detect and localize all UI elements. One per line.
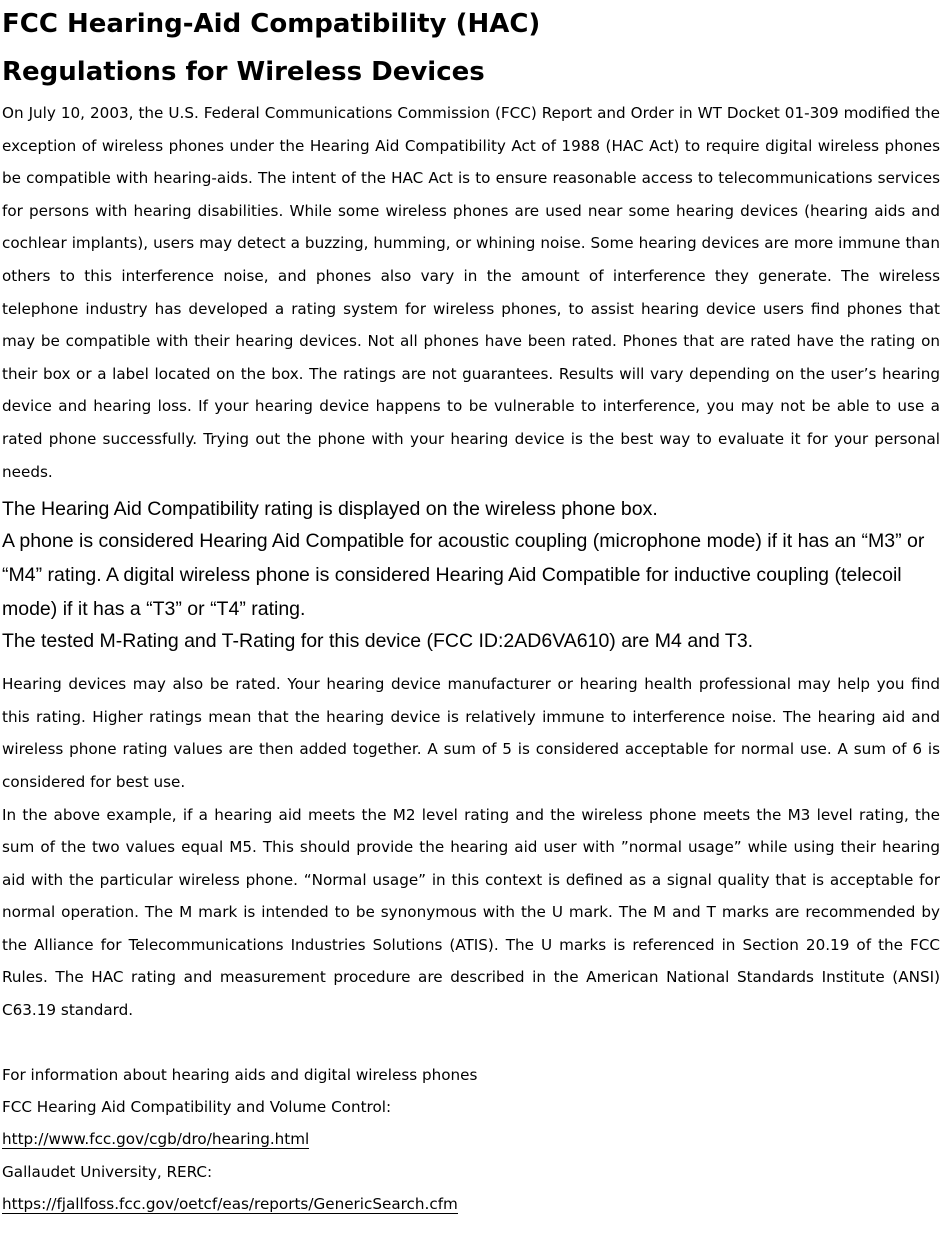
title-line-1: FCC Hearing-Aid Compatibility (HAC) (2, 9, 541, 39)
document-page (2, 0, 940, 1221)
example-paragraph: In the above example, if a hearing aid meets the M2 level rating and the wireless phone meets the M3 level rating, the sum of the two values equal M5. This should provide the hearing aid user with ”normal usage” while using their hearing aid with the particular wireless phone. “Normal usage” in this context is defined as a signal quality that is acceptable for normal operation. The M mark is intended to be synonymous with the U mark. The M and T marks are recommended by the Alliance for Telecommunications Industries Solutions (ATIS). The U marks is referenced in Section 20.19 of the FCC Rules. The HAC rating and measurement procedure are described in the American National Standards Institute (ANSI) C63.19 standard. (2, 805, 940, 1020)
page-title (2, 0, 940, 96)
coupling-rating-note: A phone is considered Hearing Aid Compatible for acoustic coupling (microphone mode) if it has an “M3” or “M4” rating. A digital wireless phone is considered Hearing Aid Compatible for inductive coupling (telecoil mode) if it has a “T3” or “T4” rating. (2, 530, 925, 621)
spacer (2, 1027, 940, 1059)
info-heading: For information about hearing aids and digital wireless phones (2, 1065, 478, 1084)
title-line-2: Regulations for Wireless Devices (2, 57, 485, 87)
fcc-hearing-link[interactable]: http://www.fcc.gov/cgb/dro/hearing.html (2, 1130, 310, 1149)
fcc-label: FCC Hearing Aid Compatibility and Volume Control: (2, 1098, 392, 1117)
intro-paragraph: On July 10, 2003, the U.S. Federal Communications Commission (FCC) Report and Order in WT Docket 01-309 modified the exception of wireless phones under the Hearing Aid Compatibility Act of 1988 (HAC Act) to require digital wireless phones be compatible with hearing-aids. The intent of the HAC Act is to ensure reasonable access to telecommunications services for persons with hearing disabilities. While some wireless phones are used near some hearing devices (hearing aids and cochlear implants), users may detect a buzzing, humming, or whining noise. Some hearing devices are more immune than others to this interference noise, and phones also vary in the amount of interference they generate. The wireless telephone industry has developed a rating system for wireless phones, to assist hearing device users find phones that may be compatible with their hearing devices. Not all phones have been rated. Phones that are rated have the rating on their box or a label located on the box. The ratings are not guarantees. Results will vary depending on the user’s hearing device and hearing loss. If your hearing device happens to be vulnerable to interference, you may not be able to use a rated phone successfully. Trying out the phone with your hearing device is the best way to evaluate it for your personal needs. (2, 104, 940, 481)
fcc-link-line (2, 1123, 940, 1155)
gallaudet-link-line (2, 1188, 940, 1220)
hearing-device-paragraph: Hearing devices may also be rated. Your hearing device manufacturer or hearing health professional may help you find this rating. Higher ratings mean that the hearing device is relatively immune to interference noise. The hearing aid and wireless phone rating values are then added together. A sum of 5 is considered acceptable for normal use. A sum of 6 is considered for best use. (2, 675, 940, 791)
tested-rating-note: The tested M-Rating and T-Rating for this device (FCC ID:2AD6VA610) are M4 and T3. (2, 630, 754, 653)
generic-search-link[interactable]: https://fjallfoss.fcc.gov/oetcf/eas/reports/GenericSearch.cfm (2, 1195, 458, 1214)
rating-display-note: The Hearing Aid Compatibility rating is displayed on the wireless phone box. (2, 498, 658, 521)
gallaudet-label: Gallaudet University, RERC: (2, 1162, 213, 1181)
